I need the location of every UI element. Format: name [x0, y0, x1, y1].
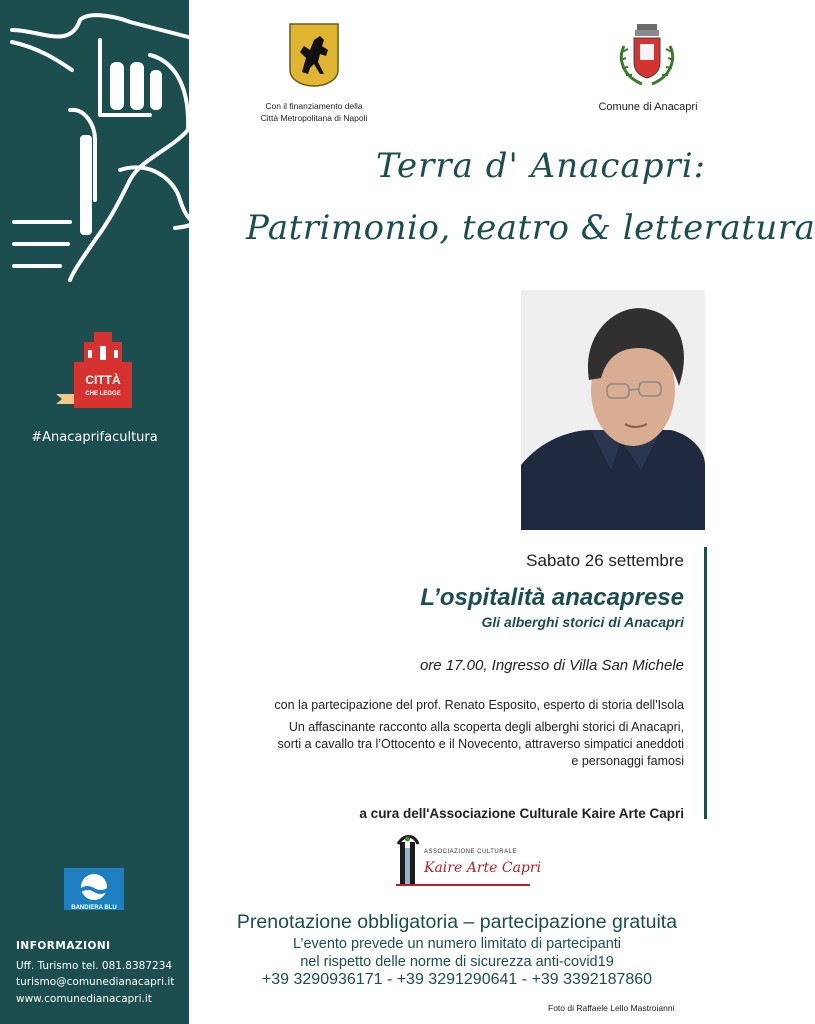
info-block: [16, 938, 174, 1007]
event-title: L’ospitalità anacaprese: [420, 584, 684, 611]
limited-line2: nel rispetto delle norme di sicurezza anti-covid19: [300, 954, 614, 970]
accent-vertical-line: [704, 547, 707, 819]
limited-notice: [190, 935, 724, 971]
event-description-line3: e personaggi famosi: [571, 754, 684, 768]
main-title-line1: Terra d' Anacapri:: [376, 146, 707, 186]
funding-line2: Città Metropolitana di Napoli: [260, 113, 368, 123]
citta-badge-line2: CHE LEGGE: [85, 391, 121, 397]
booking-phones: +39 3290936171 - +39 3291290641 - +39 3392187860: [261, 971, 653, 988]
speaker-photo: [521, 290, 705, 530]
comune-anacapri-crest-icon: [612, 22, 682, 94]
booking-notice: Prenotazione obbligatoria – partecipazione gratuita: [236, 911, 678, 933]
event-curator: a cura dell'Associazione Culturale Kaire Arte Capri: [359, 806, 684, 821]
kaire-logo-name: Kaire Arte Capri: [424, 860, 542, 876]
funding-text: [240, 100, 388, 124]
event-description-line2: sorti a cavallo tra l’Ottocento e il Novecento, attraverso simpatici aneddoti: [277, 737, 684, 751]
info-email[interactable]: turismo@comunedianacapri.it: [16, 976, 175, 988]
event-description: [224, 719, 684, 770]
bandiera-blu-label: BANDIERA BLU: [71, 905, 117, 911]
limited-line1: L’evento prevede un numero limitato di partecipanti: [292, 936, 622, 952]
main-title-line2: Patrimonio, teatro & letteratura: [246, 208, 815, 248]
photo-credit: Foto di Raffaele Lello Mastroianni: [548, 1003, 675, 1013]
kaire-logo-small-text: ASSOCIAZIONE CULTURALE: [424, 849, 517, 855]
citta-metropolitana-horse-emblem-icon: [288, 22, 340, 88]
event-time-place: ore 17.00, Ingresso di Villa San Michele: [419, 657, 684, 674]
info-website[interactable]: www.comunedianacapri.it: [16, 992, 152, 1005]
citta-badge-line1: CITTÀ: [85, 373, 121, 387]
info-phone: Uff. Turismo tel. 081.8387234: [16, 959, 173, 972]
event-subtitle: Gli alberghi storici di Anacapri: [481, 614, 684, 630]
funding-line1: Con il finanziamento della: [265, 101, 363, 111]
comune-label: Comune di Anacapri: [598, 101, 698, 113]
event-date: Sabato 26 settembre: [526, 551, 684, 570]
anacapri-stylized-logo-icon: [0, 0, 228, 285]
info-title: INFORMAZIONI: [16, 940, 111, 952]
citta-che-legge-badge-icon: [56, 332, 134, 414]
event-participation: con la partecipazione del prof. Renato Esposito, esperto di storia dell'Isola: [274, 698, 684, 712]
hashtag-text: #Anacaprifacultura: [31, 430, 158, 445]
event-description-line1: Un affascinante racconto alla scoperta degli alberghi storici di Anacapri,: [288, 720, 684, 734]
